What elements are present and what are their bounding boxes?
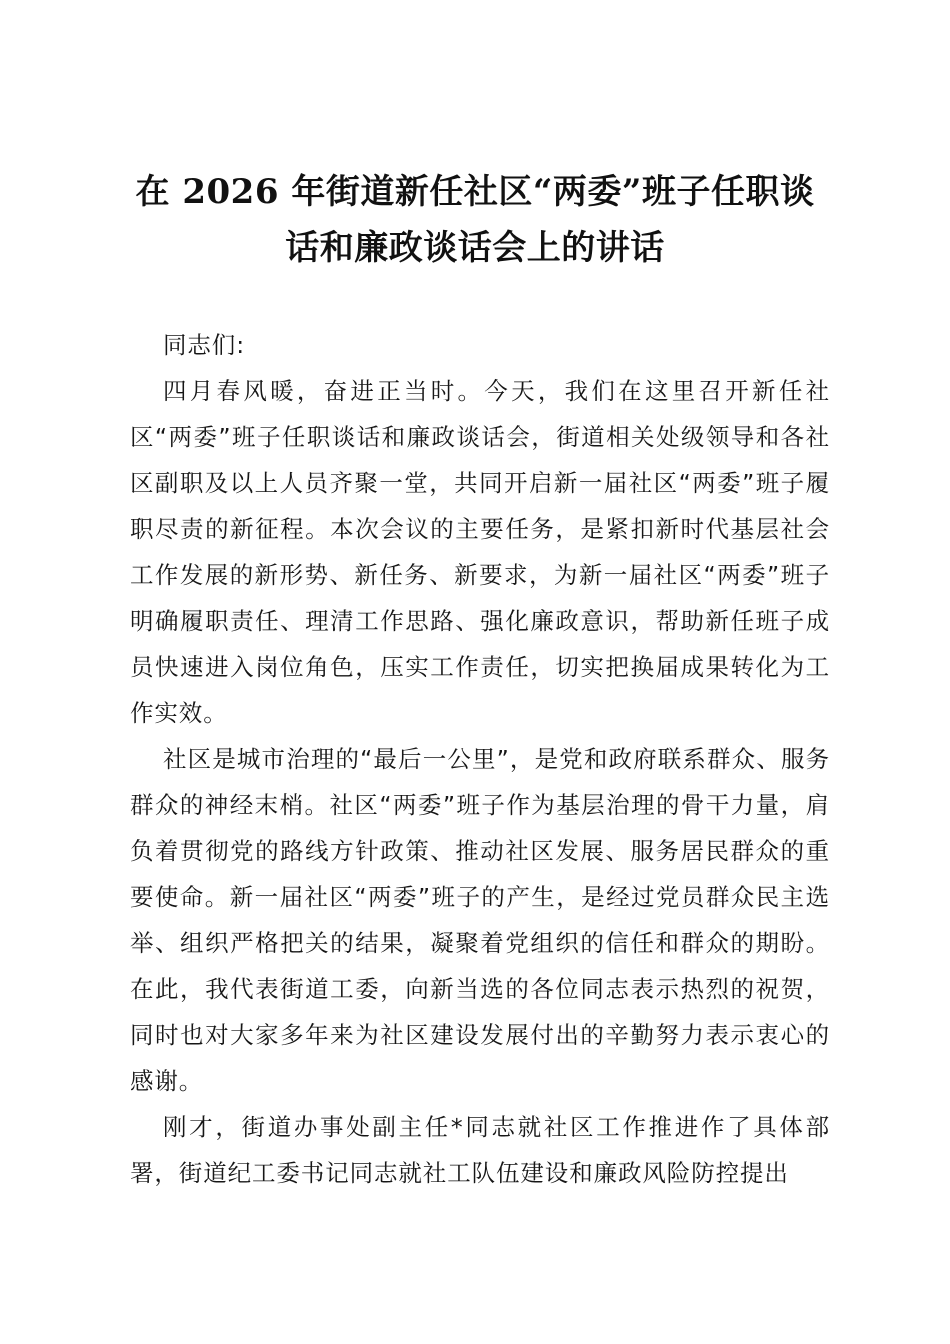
paragraph-1: 四月春风暖，奋进正当时。今天，我们在这里召开新任社区“两委”班子任职谈话和廉政谈话会，街道相关处级领导和各社区副职及以上人员齐聚一堂，共同开启新一届社区“两委”班子履职尽责的新征程。本次会议的主要任务，是紧扣新时代基层社会工作发展的新形势、新任务、新要求，为新一届社区“两委”班子明确履职责任、理清工作思路、强化廉政意识，帮助新任班子成员快速进入岗位角色，压实工作责任，切实把换届成果转化为工作实效。 — [130, 377, 830, 727]
document-body — [130, 322, 830, 1196]
title-line-1: 在 2026 年街道新任社区“两委”班子任职谈 — [135, 172, 815, 212]
salutation: 同志们: — [163, 331, 246, 359]
title-line-2: 话和廉政谈话会上的讲话 — [285, 228, 665, 268]
paragraph-2: 社区是城市治理的“最后一公里”，是党和政府联系群众、服务群众的神经末梢。社区“两委”班子作为基层治理的骨干力量，肩负着贯彻党的路线方针政策、推动社区发展、服务居民群众的重要使命。新一届社区“两委”班子的产生，是经过党员群众民主选举、组织严格把关的结果，凝聚着党组织的信任和群众的期盼。在此，我代表街道工委，向新当选的各位同志表示热烈的祝贺，同时也对大家多年来为社区建设发展付出的辛勤努力表示衷心的感谢。 — [130, 745, 830, 1095]
document-title — [120, 164, 830, 276]
paragraph-3: 刚才，街道办事处副主任*同志就社区工作推进作了具体部署，街道纪工委书记同志就社工队伍建设和廉政风险防控提出 — [130, 1113, 830, 1187]
